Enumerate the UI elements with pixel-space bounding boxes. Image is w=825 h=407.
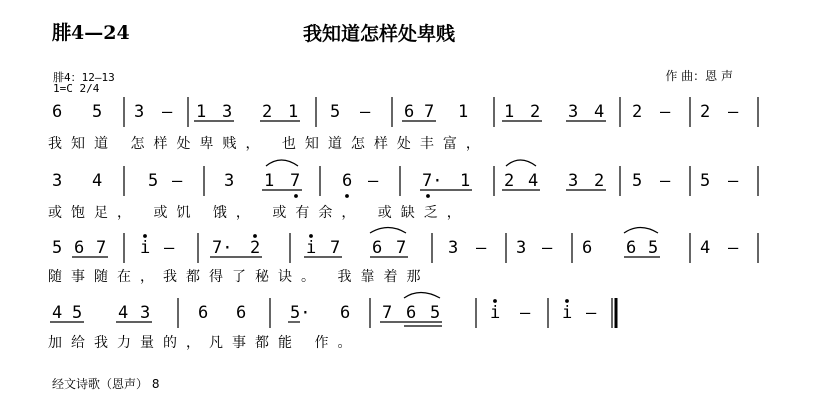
note: 7 (424, 102, 435, 122)
note: 1 (504, 102, 515, 122)
hymn-number: 腓4—24 (52, 22, 130, 44)
note: 4 (700, 238, 711, 258)
note: 6 (74, 238, 85, 258)
note: 6 (626, 238, 637, 258)
note: 3 (568, 171, 579, 191)
note: 2 (530, 102, 541, 122)
scripture-reference: 腓4：12—13 (53, 71, 115, 84)
note: 4 (528, 171, 539, 191)
source-title: 经文诗歌（恩声） (52, 377, 149, 391)
note: 6 (582, 238, 593, 258)
note: 2 (262, 102, 273, 122)
lyrics-line-2: 或饱足， 或饥 饿， 或有余， 或缺乏， (48, 205, 470, 221)
note: 7 (96, 238, 107, 258)
note: – (660, 171, 671, 191)
note: 3 (448, 238, 459, 258)
note: 6 (404, 102, 415, 122)
note: 7 (382, 303, 393, 323)
note: 3 (134, 102, 145, 122)
note: – (660, 102, 671, 122)
note: 2 (594, 171, 605, 191)
lyrics-line-1: 我知道 怎样处卑贱， 也知道怎样处丰富， (48, 136, 489, 152)
note: – (172, 171, 183, 191)
note: 5· (290, 303, 311, 323)
score-line-1 (52, 102, 739, 122)
note: – (728, 102, 739, 122)
note: 2 (250, 238, 261, 258)
note: 2 (504, 171, 515, 191)
note: 5 (72, 303, 83, 323)
note: 5 (430, 303, 441, 323)
note: i (562, 303, 573, 323)
note: 2 (632, 102, 643, 122)
note: 6 (340, 303, 351, 323)
note: 7 (396, 238, 407, 258)
lyrics-line-3: 随事随在，我都得了秘诀。 我靠着那 (48, 269, 430, 285)
note: 1 (196, 102, 207, 122)
note: 6 (406, 303, 417, 323)
note: 6 (198, 303, 209, 323)
note: 6 (52, 102, 63, 122)
note: – (162, 102, 173, 122)
lyrics-line-4: 加给我力量的，凡事都能 作。 (48, 335, 361, 351)
note: – (728, 238, 739, 258)
note: 3 (140, 303, 151, 323)
note: – (368, 171, 379, 191)
note: 4 (52, 303, 63, 323)
note: – (586, 303, 597, 323)
note: 3 (52, 171, 63, 191)
note: 3 (516, 238, 527, 258)
note: 5 (92, 102, 103, 122)
note: 5 (632, 171, 643, 191)
note: 3 (222, 102, 233, 122)
note: 5 (52, 238, 63, 258)
footer-source (52, 375, 159, 392)
note: 3 (568, 102, 579, 122)
note: 7 (290, 171, 301, 191)
note: – (360, 102, 371, 122)
note: 5 (330, 102, 341, 122)
note: i (306, 238, 317, 258)
note: 4 (92, 171, 103, 191)
note: – (542, 238, 553, 258)
note: 1 (288, 102, 299, 122)
note: 5 (148, 171, 159, 191)
note: 2 (700, 102, 711, 122)
note: 5 (648, 238, 659, 258)
note: 6 (342, 171, 353, 191)
note: 6 (372, 238, 383, 258)
score-line-2 (52, 171, 739, 191)
note: – (476, 238, 487, 258)
note: 1 (458, 102, 469, 122)
note: 7· (422, 171, 443, 191)
note: – (728, 171, 739, 191)
score-line-4 (52, 303, 597, 323)
note: 4 (118, 303, 129, 323)
note: 7· (212, 238, 233, 258)
note: 7 (330, 238, 341, 258)
note: – (520, 303, 531, 323)
composer-credit: 作 曲：恩 声 (665, 69, 733, 83)
note: 1 (460, 171, 471, 191)
note: i (140, 238, 151, 258)
note: 4 (594, 102, 605, 122)
note: 5 (700, 171, 711, 191)
note: 6 (236, 303, 247, 323)
key-time-signature: 1=C 2/4 (53, 82, 100, 95)
note: 1 (264, 171, 275, 191)
score-line-3 (52, 238, 739, 258)
score-line-4-marks (50, 293, 616, 329)
note: 3 (224, 171, 235, 191)
page-title: 我知道怎样处卑贱 (303, 23, 456, 45)
note: i (490, 303, 501, 323)
page-number: 8 (151, 377, 160, 391)
note: – (164, 238, 175, 258)
